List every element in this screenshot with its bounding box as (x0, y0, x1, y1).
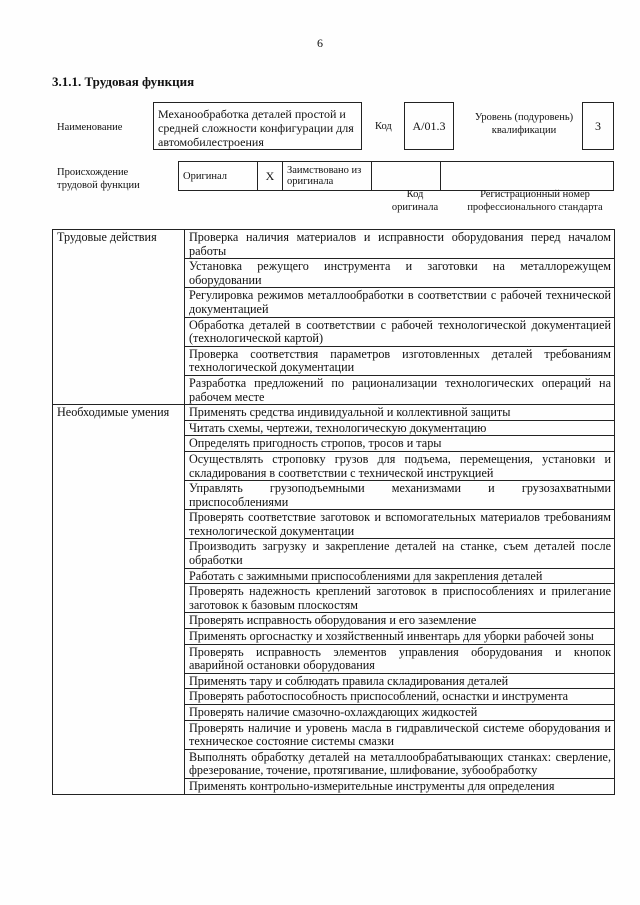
list-item: Проверять исправность элементов управления оборудования и кнопок аварийной остановки оборудования (185, 644, 615, 673)
list-item: Применять оргоснастку и хозяйственный инвентарь для уборки рабочей зоны (185, 629, 615, 645)
list-item: Установка режущего инструмента и заготовки на металлорежущем оборудовании (185, 259, 615, 288)
table-row (53, 405, 615, 421)
list-item: Проверять наличие и уровень масла в гидравлической системе оборудования и техническое состояние системы смазки (185, 720, 615, 749)
name-label: Наименование (57, 122, 123, 133)
table-row (53, 230, 615, 259)
list-item: Читать схемы, чертежи, технологическую документацию (185, 420, 615, 436)
origin-table (178, 161, 614, 191)
code-caption: Код оригинала (391, 189, 439, 213)
list-item: Применять тару и соблюдать правила складирования деталей (185, 673, 615, 689)
original-label: Оригинал (179, 162, 258, 191)
page-bottom-margin (0, 837, 640, 905)
original-code-cell (372, 162, 441, 191)
borrowed-label: Заимствовано из оригинала (283, 162, 372, 191)
list-item: Осуществлять строповку грузов для подъема, перемещения, установки и складирования в соответствии с технической инструкцией (185, 451, 615, 480)
list-item: Проверять соответствие заготовок и вспомогательных материалов требованиям технологической документации (185, 510, 615, 539)
list-item: Производить загрузку и закрепление деталей на станке, съем деталей после обработки (185, 539, 615, 568)
list-item: Проверять работоспособность приспособлений, оснастки и инструмента (185, 689, 615, 705)
function-table (52, 229, 615, 795)
origin-label: Происхождение трудовой функции (57, 167, 140, 191)
code-label: Код (375, 121, 392, 132)
list-item: Работать с зажимными приспособлениями для закрепления деталей (185, 568, 615, 584)
reg-number-cell (441, 162, 614, 191)
function-code: A/01.3 (404, 102, 454, 150)
reg-caption: Регистрационный номер профессионального стандарта (467, 189, 603, 213)
original-mark: X (258, 162, 283, 191)
list-item: Обработка деталей в соответствии с рабочей технологической документацией (технологической картой) (185, 317, 615, 346)
list-item: Проверять наличие смазочно-охлаждающих жидкостей (185, 705, 615, 721)
list-item: Проверка наличия материалов и исправности оборудования перед началом работы (185, 230, 615, 259)
list-item: Выполнять обработку деталей на металлообрабатывающих станках: сверление, фрезерование, точение, протягивание, шлифование, зубообработку (185, 749, 615, 778)
list-item: Разработка предложений по рационализации технологических операций на рабочем месте (185, 375, 615, 404)
list-item: Проверять надежность креплений заготовок в приспособлениях и прилегание заготовок к базовым плоскостям (185, 584, 615, 613)
list-item: Применять средства индивидуальной и коллективной защиты (185, 405, 615, 421)
section-heading: Необходимые умения (53, 405, 185, 794)
page-number: 6 (317, 36, 323, 50)
list-item: Регулировка режимов металлообработки в соответствии с рабочей технической документацией (185, 288, 615, 317)
list-item: Управлять грузоподъемными механизмами и грузозахватными приспособлениями (185, 481, 615, 510)
section-heading: Трудовые действия (53, 230, 185, 405)
list-item: Проверять исправность оборудования и его заземление (185, 613, 615, 629)
section-title: 3.1.1. Трудовая функция (52, 74, 195, 89)
list-item: Применять контрольно-измерительные инструменты для определения (185, 778, 615, 794)
level-label: Уровень (подуровень) квалификации (474, 112, 574, 136)
list-item: Определять пригодность стропов, тросов и тары (185, 436, 615, 452)
list-item: Проверка соответствия параметров изготовленных деталей требованиям технологической документации (185, 346, 615, 375)
function-name: Механообработка деталей простой и средней сложности конфигурации для автомобилестроения (153, 102, 362, 150)
qualification-level: 3 (582, 102, 614, 150)
